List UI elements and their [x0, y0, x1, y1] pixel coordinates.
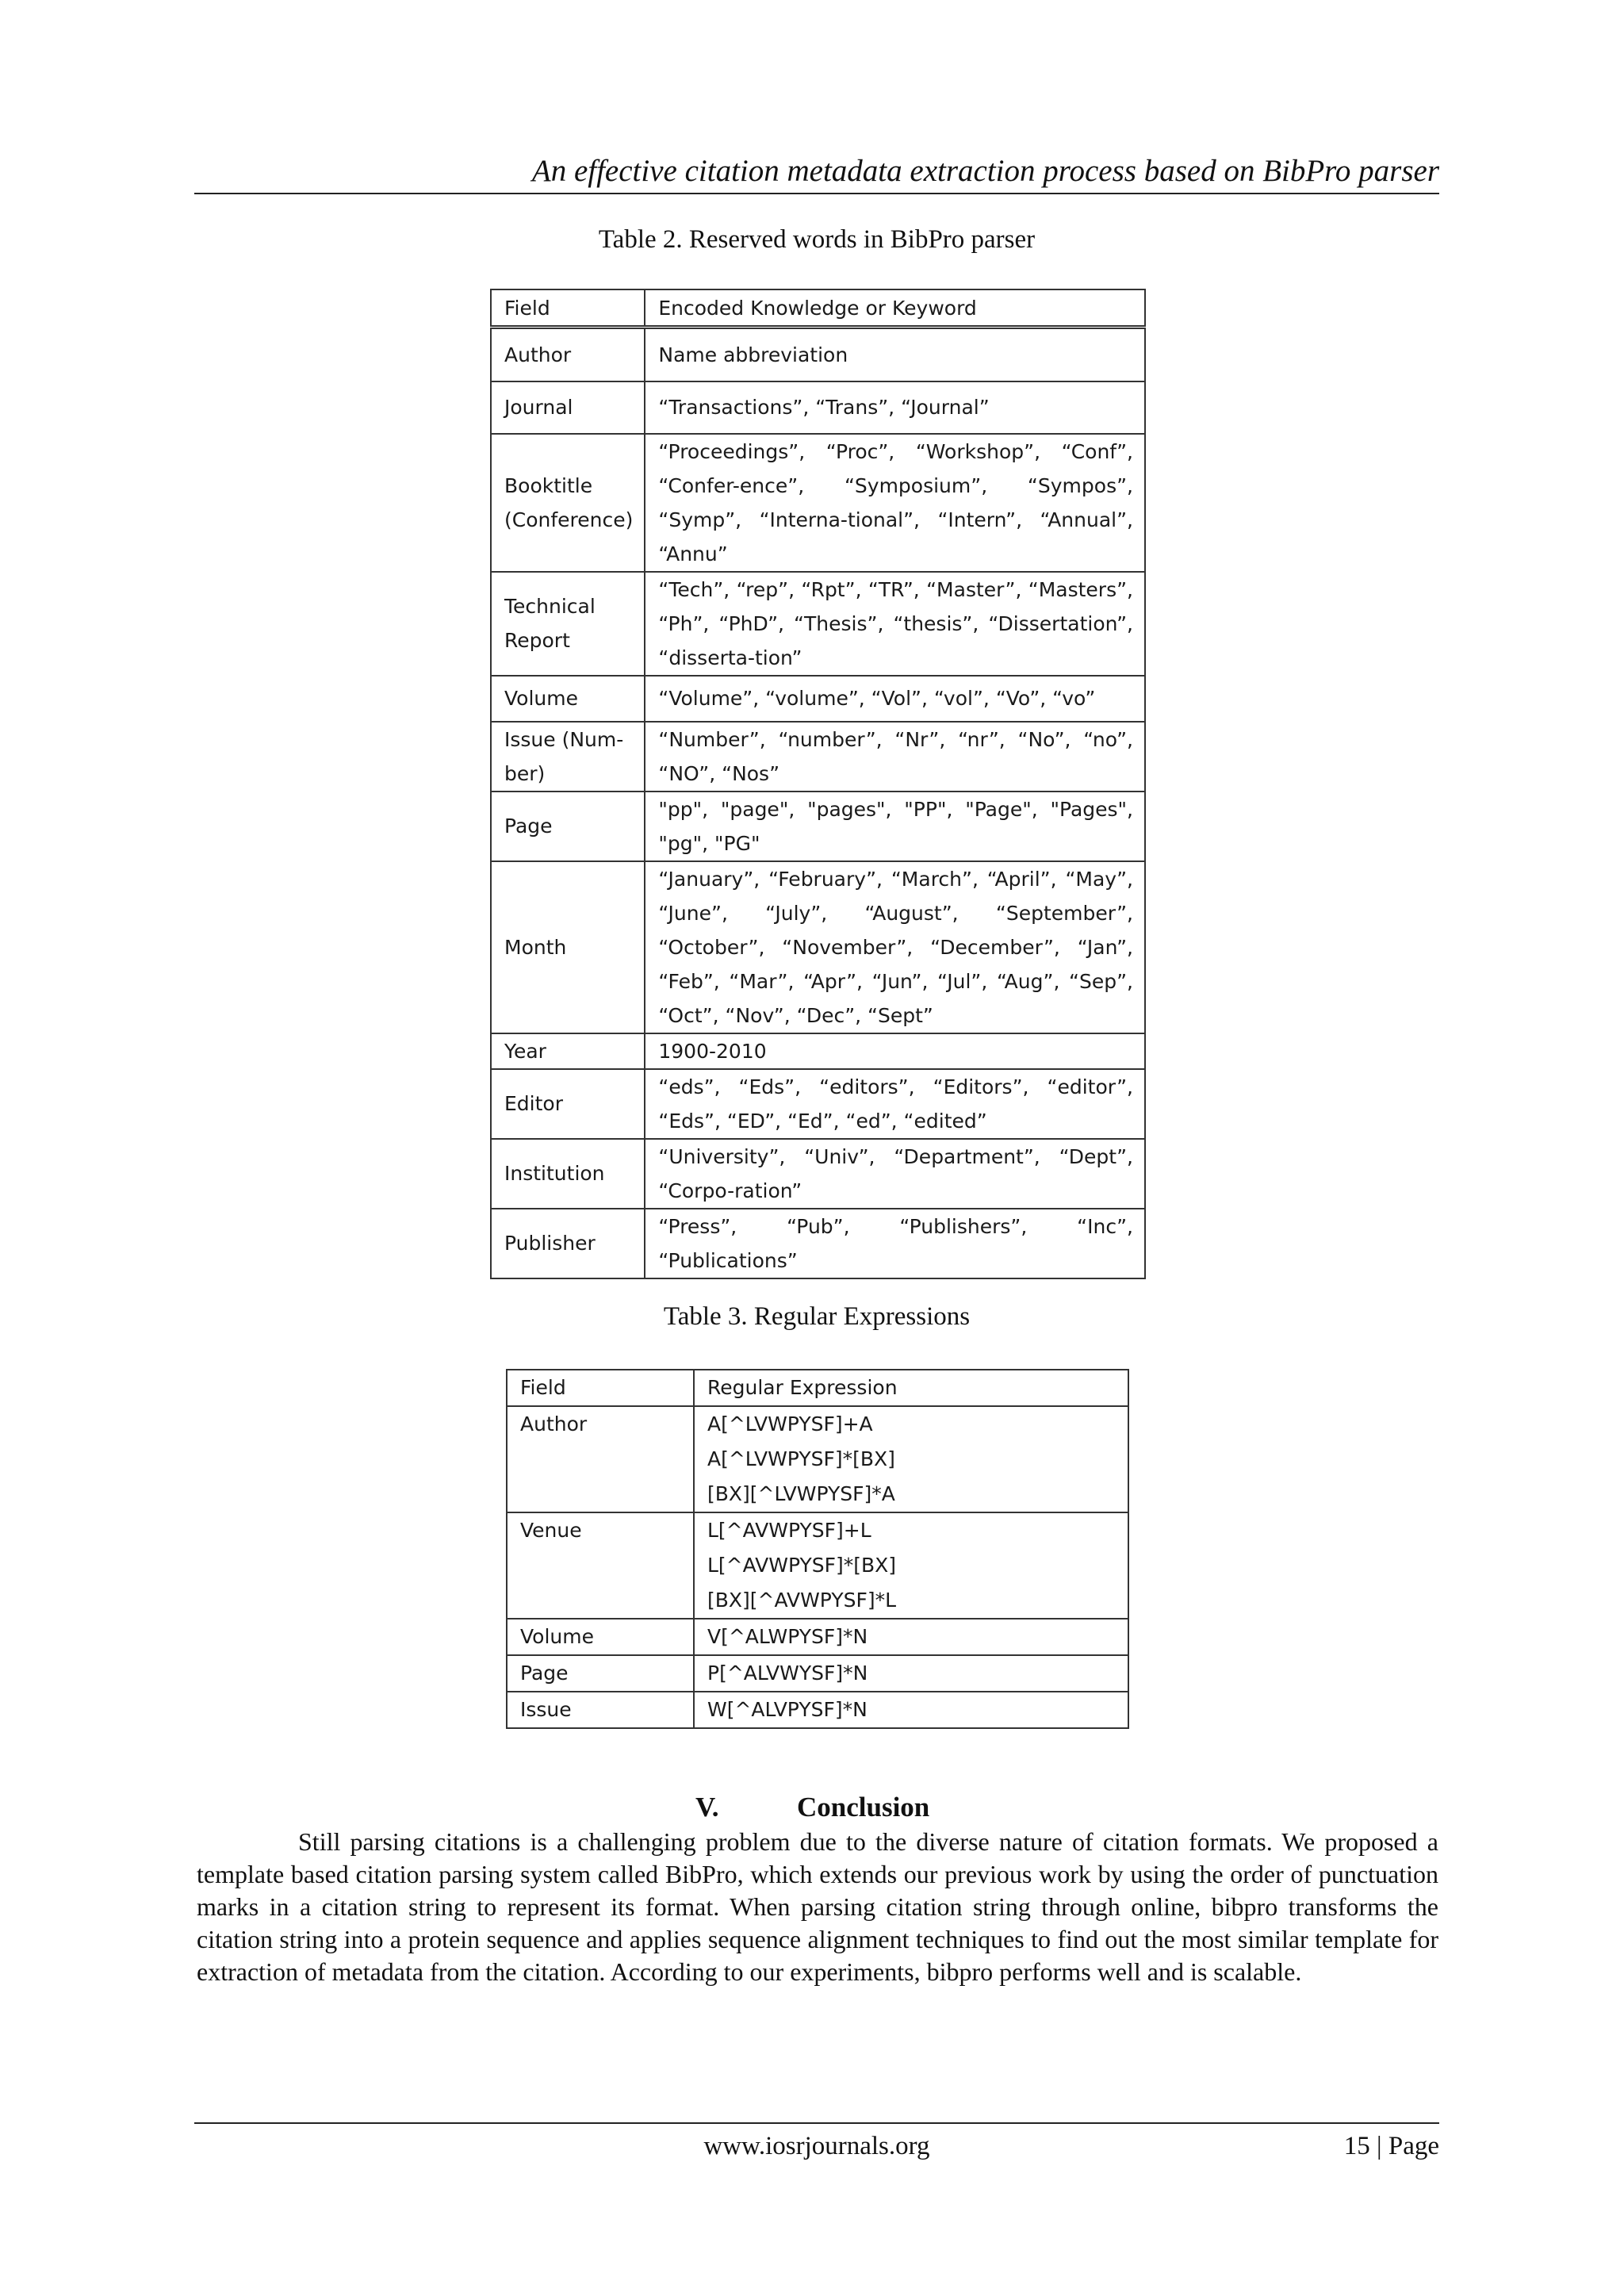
- keyword-cell: “Number”, “number”, “Nr”, “nr”, “No”, “no”, “NO”, “Nos”: [645, 722, 1145, 792]
- table-row: [491, 1069, 1145, 1139]
- footer-rule: [194, 2122, 1439, 2124]
- keyword-cell: “eds”, “Eds”, “editors”, “Editors”, “editor”, “Eds”, “ED”, “Ed”, “ed”, “edited”: [645, 1069, 1145, 1139]
- table-header-row: [507, 1370, 1128, 1406]
- table-row: [507, 1619, 1128, 1655]
- regular-expressions-table: [506, 1369, 1129, 1729]
- section-number: V.: [695, 1792, 719, 1823]
- field-cell: Page: [507, 1655, 694, 1692]
- table-header-row: [491, 289, 1145, 328]
- conclusion-paragraph: Still parsing citations is a challenging problem due to the diverse nature of citation formats. We proposed a template based citation parsing system called BibPro, which extends our previous work by using the order of punctuation marks in a citation string to represent its format. When parsing citation string through online, bibpro transforms the citation string into a protein sequence and applies sequence alignment techniques to find out the most similar template for extraction of metadata from the citation. According to our experiments, bibpro performs well and is scalable.: [197, 1827, 1438, 1986]
- field-cell: Volume: [491, 676, 645, 722]
- field-cell: Issue (Num-ber): [491, 722, 645, 792]
- field-cell: Editor: [491, 1069, 645, 1139]
- regex-cell: L[^AVWPYSF]+L L[^AVWPYSF]*[BX] [BX][^AVWPYSF]*L: [694, 1512, 1128, 1619]
- regex-cell: W[^ALVPYSF]*N: [694, 1692, 1128, 1728]
- table-row: [491, 792, 1145, 861]
- table2-caption: Table 2. Reserved words in BibPro parser: [598, 225, 1036, 254]
- field-cell: Publisher: [491, 1209, 645, 1278]
- keyword-cell: Name abbreviation: [645, 328, 1145, 381]
- regex-cell: V[^ALWPYSF]*N: [694, 1619, 1128, 1655]
- field-cell: Month: [491, 861, 645, 1033]
- table3-caption: Table 3. Regular Expressions: [663, 1302, 971, 1331]
- table-row: [491, 1209, 1145, 1278]
- regex-cell: A[^LVWPYSF]+A A[^LVWPYSF]*[BX] [BX][^LVWPYSF]*A: [694, 1406, 1128, 1512]
- field-cell: Volume: [507, 1619, 694, 1655]
- field-cell: Issue: [507, 1692, 694, 1728]
- field-cell: Year: [491, 1033, 645, 1069]
- table-row: [491, 328, 1145, 381]
- table-row: [507, 1406, 1128, 1512]
- header-cell-field: Field: [507, 1370, 694, 1406]
- keyword-cell: “January”, “February”, “March”, “April”, “May”, “June”, “July”, “August”, “September”, “October”, “November”, “December”, “Jan”, “Feb”, “Mar”, “Apr”, “Jun”, “Jul”, “Aug”, “Sep”, “Oct”, “Nov”, “Dec”, “Sept”: [645, 861, 1145, 1033]
- header-cell-regex: Regular Expression: [694, 1370, 1128, 1406]
- keyword-cell: "pp", "page", "pages", "PP", "Page", "Pages", "pg", "PG": [645, 792, 1145, 861]
- field-cell: Journal: [491, 381, 645, 434]
- reserved-words-table: [490, 289, 1146, 1279]
- footer-url: www.iosrjournals.org: [703, 2132, 930, 2160]
- keyword-cell: 1900-2010: [645, 1033, 1145, 1069]
- field-cell: Technical Report: [491, 572, 645, 676]
- section-heading: [194, 1789, 1439, 1826]
- table-row: [491, 861, 1145, 1033]
- field-cell: Author: [507, 1406, 694, 1512]
- table-row: [491, 1139, 1145, 1209]
- field-cell: Venue: [507, 1512, 694, 1619]
- keyword-cell: “Press”, “Pub”, “Publishers”, “Inc”, “Publications”: [645, 1209, 1145, 1278]
- field-cell: Institution: [491, 1139, 645, 1209]
- table-row: [507, 1655, 1128, 1692]
- field-cell: Author: [491, 328, 645, 381]
- keyword-cell: “Tech”, “rep”, “Rpt”, “TR”, “Master”, “Masters”, “Ph”, “PhD”, “Thesis”, “thesis”, “Dissertation”, “disserta-tion”: [645, 572, 1145, 676]
- section-title: Conclusion: [797, 1792, 930, 1823]
- keyword-cell: “Transactions”, “Trans”, “Journal”: [645, 381, 1145, 434]
- field-cell: Page: [491, 792, 645, 861]
- footer-page-number: 15 | Page: [1343, 2132, 1439, 2160]
- table-row: [491, 434, 1145, 572]
- table-row: [491, 722, 1145, 792]
- field-cell: Booktitle (Conference): [491, 434, 645, 572]
- regex-cell: P[^ALVWYSF]*N: [694, 1655, 1128, 1692]
- keyword-cell: “Proceedings”, “Proc”, “Workshop”, “Conf”, “Confer-ence”, “Symposium”, “Sympos”, “Symp”, “Interna-tional”, “Intern”, “Annual”, “Annu”: [645, 434, 1145, 572]
- header-cell-keyword: Encoded Knowledge or Keyword: [645, 289, 1145, 328]
- table-row: [491, 1033, 1145, 1069]
- running-header: An effective citation metadata extraction process based on BibPro parser: [531, 154, 1439, 188]
- keyword-cell: “University”, “Univ”, “Department”, “Dept”, “Corpo-ration”: [645, 1139, 1145, 1209]
- header-rule: [194, 193, 1439, 194]
- keyword-cell: “Volume”, “volume”, “Vol”, “vol”, “Vo”, “vo”: [645, 676, 1145, 722]
- table-row: [491, 381, 1145, 434]
- table-row: [491, 572, 1145, 676]
- table-row: [507, 1692, 1128, 1728]
- table-row: [507, 1512, 1128, 1619]
- header-cell-field: Field: [491, 289, 645, 328]
- table-row: [491, 676, 1145, 722]
